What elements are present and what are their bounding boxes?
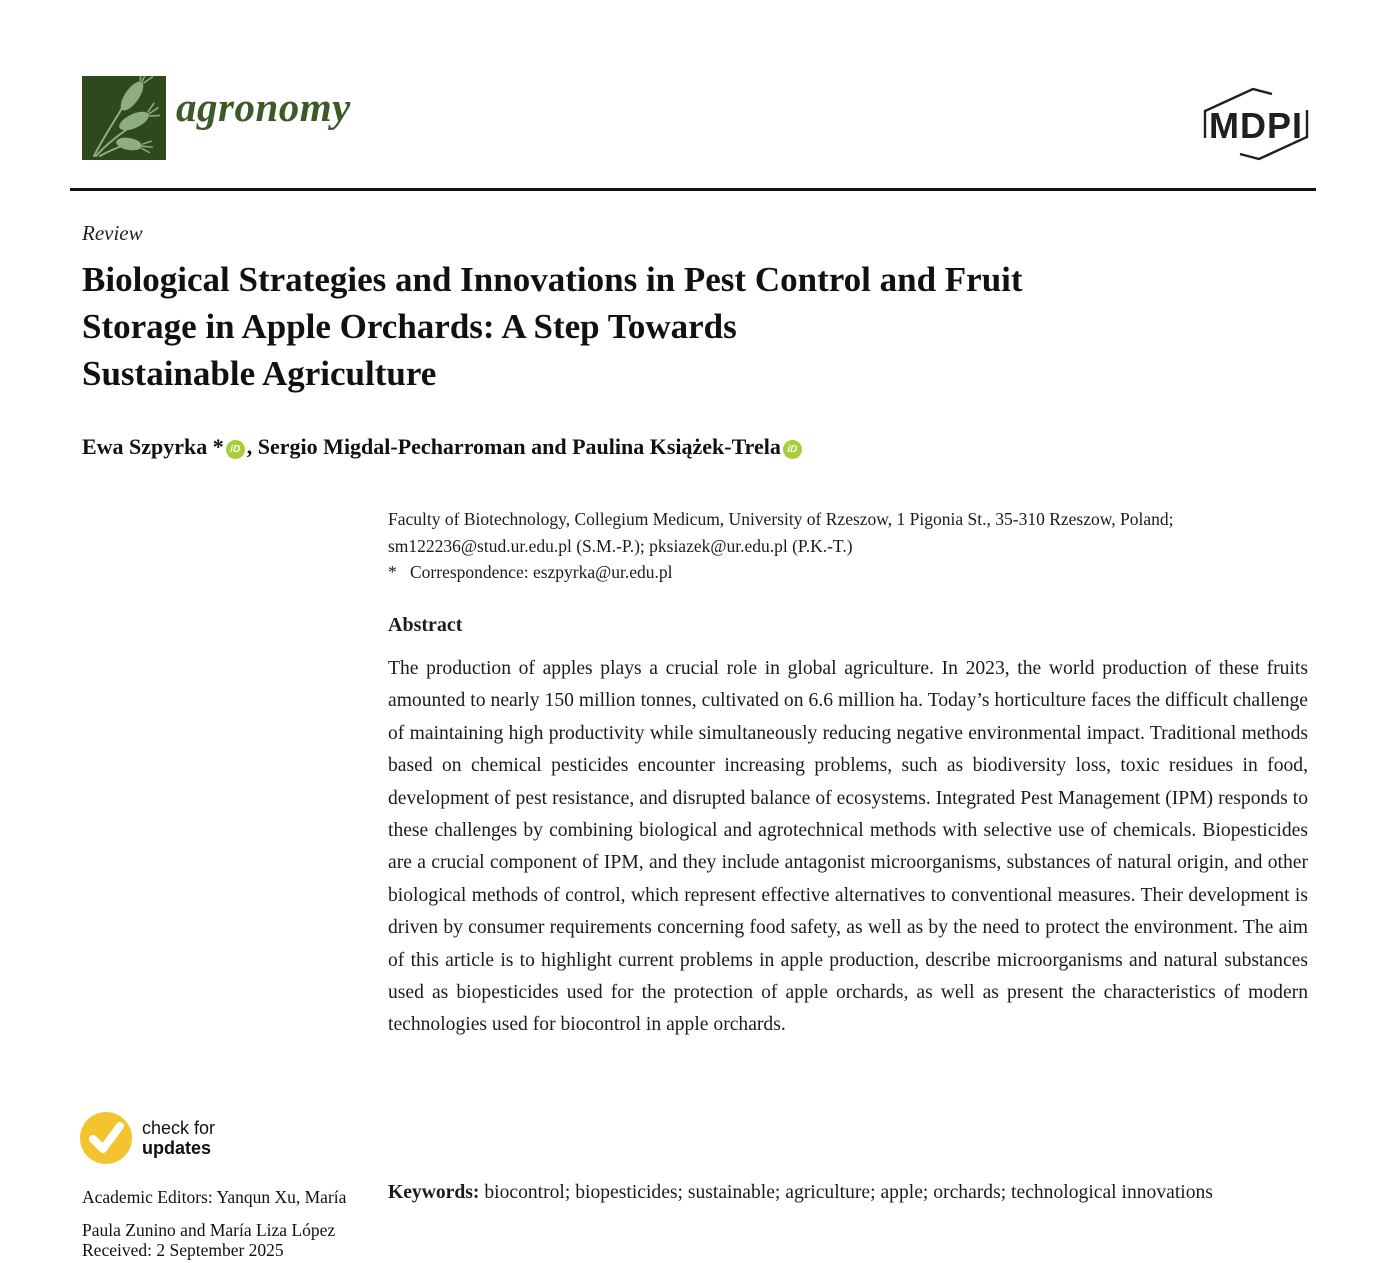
correspondence-text: Correspondence: eszpyrka@ur.edu.pl (410, 562, 673, 582)
academic-editors (82, 1181, 346, 1246)
orcid-icon[interactable]: iD (226, 440, 245, 459)
title-line: Biological Strategies and Innovations in Pest Control and Fruit (82, 260, 1023, 299)
header-divider (70, 188, 1316, 191)
check-icon (80, 1112, 132, 1164)
page-title (82, 256, 1327, 397)
check-for-updates-label: check for updates (142, 1118, 216, 1158)
keywords-paragraph (388, 1177, 1308, 1209)
affiliation-line: Faculty of Biotechnology, Collegium Medicum, University of Rzeszow, 1 Pigonia St., 35-310 Rzeszow, Poland; (388, 509, 1174, 529)
academic-editors-line: Paula Zunino and María Liza López (82, 1219, 336, 1240)
journal-title: agronomy (176, 84, 351, 130)
affiliation-line: sm122236@stud.ur.edu.pl (S.M.-P.); pksiazek@ur.edu.pl (P.K.-T.) (388, 536, 853, 556)
agronomy-logo (82, 76, 166, 160)
abstract-paragraph: The production of apples plays a crucial role in global agriculture. In 2023, the world production of these fruits amounted to nearly 150 million tonnes, cultivated on 6.6 million ha. Today’s horticulture faces the difficult challenge of maintaining high productivity while simultaneously reducing negative environmental impact. Traditional methods based on chemical pesticides encounter increasing problems, such as biodiversity loss, toxic residues in food, development of pest resistance, and disrupted balance of ecosystems. Integrated Pest Management (IPM) responds to these challenges by combining biological and agrotechnical methods with selective use of chemicals. Biopesticides are a crucial component of IPM, and they include antagonist microorganisms, substances of natural origin, and other biological methods of control, which represent effective alternatives to conventional measures. Their development is driven by consumer requirements concerning food safety, as well as by the need to protect the environment. The aim of this article is to highlight current problems in apple production, describe microorganisms and natural substances used as biopesticides used for the protection of apple orchards, as well as present the characteristics of modern technologies used for biocontrol in apple orchards. (388, 658, 1308, 1036)
mdpi-hexagon-icon (1196, 86, 1316, 162)
received-date: Received: 2 September 2025 (82, 1240, 284, 1260)
abstract-heading: Abstract (388, 614, 463, 636)
authors-line (82, 434, 804, 460)
academic-editors-line: Academic Editors: Yanqun Xu, María (82, 1187, 347, 1207)
mdpi-logo (1196, 86, 1316, 162)
title-line: Sustainable Agriculture (82, 354, 437, 393)
title-line: Storage in Apple Orchards: A Step Towards (82, 307, 737, 346)
orcid-icon[interactable]: iD (783, 440, 802, 459)
wheat-icon (82, 76, 166, 160)
article-type: Review (82, 221, 143, 245)
keywords-text: biocontrol; biopesticides; sustainable; agriculture; apple; orchards; technological innovations (484, 1182, 1213, 1203)
author-name: Sergio Migdal-Pecharroman and Paulina Książek-Trela (257, 434, 781, 459)
author-separator: , (246, 434, 253, 459)
affiliation (388, 506, 1318, 560)
keywords-label: Keywords: (388, 1182, 480, 1203)
correspondence-line (388, 562, 1318, 583)
check-for-updates-badge[interactable] (80, 1112, 215, 1164)
svg-text:MDPI: MDPI (1209, 105, 1303, 146)
author-name: Ewa Szpyrka * (82, 434, 224, 459)
correspondence-marker: * (388, 562, 397, 582)
